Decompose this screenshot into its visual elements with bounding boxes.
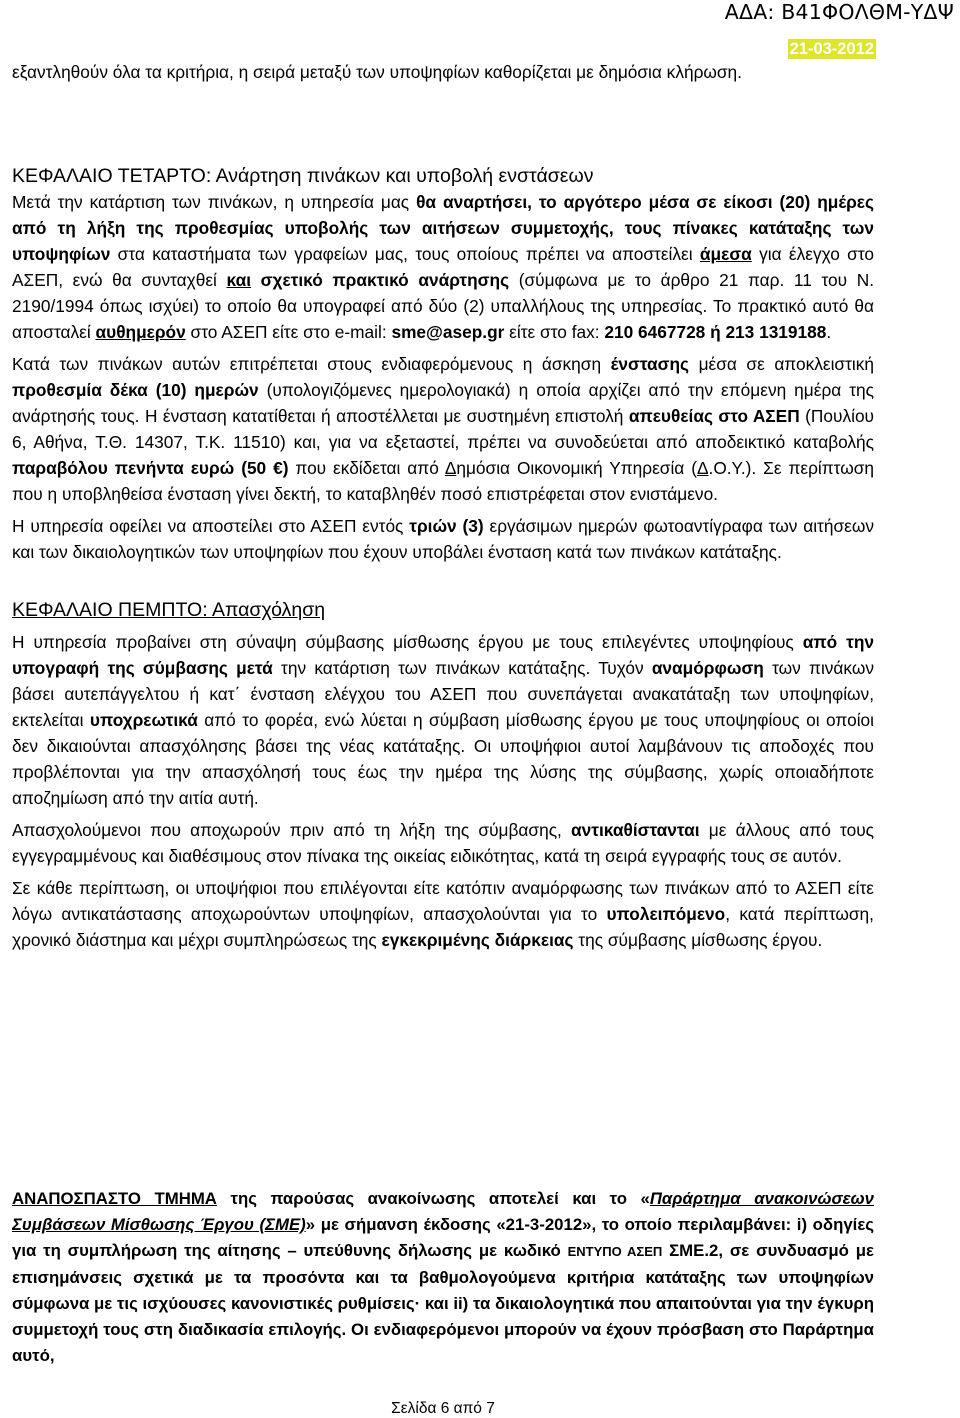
text-run: των πινάκων βάσει αυτεπάγγελτου ή κατ΄ ένσταση ελέγχου του ΑΣΕΠ που συνεπάγεται ανακατάταξη των υποψηφίων, εκτελείται [12, 658, 874, 730]
text-run-bold: από την υπογραφή της σύμβασης μετά [12, 632, 875, 678]
text-run-bold: απευθείας στο ΑΣΕΠ [628, 406, 800, 426]
text-run: Απασχολούμενοι που αποχωρούν πριν από τη λήξη της σύμβασης, [12, 820, 572, 840]
text-run: της παρούσας ανακοίνωσης αποτελεί και το « [216, 1189, 650, 1208]
text-run-bold: αναμόρφωση [651, 658, 764, 678]
text-run: ΣΜΕ.2, σε συνδυασμό με επισημάνσεις σχετικά με τα προσόντα και τα βαθμολογούμενα κριτήρια κατάταξης των υποψηφίων σύμφωνα με τις ισχύουσες κανονιστικές ρυθμίσεις· και ii) τα δικαιολογητικά που απαιτούνται για την έγκυρη συμμετοχή τους στη διαδικασία επιλογής. Οι ενδιαφερόμενοι μπορούν να έχουν πρόσβαση στο Παράρτημα αυτό, [12, 1241, 874, 1365]
text-run: .Ο.Υ.). Σε περίπτωση που η υποβληθείσα ένσταση γίνει δεκτή, το καταβληθέν ποσό επιστρέφεται στον ενιστάμενο. [12, 458, 875, 504]
text-run: με άλλους από τους εγγεγραμμένους και διαθέσιμους στον πίνακα της οικείας ειδικότητας, κατά τη σειρά εγγραφής τους σε αυτόν. [12, 820, 874, 866]
text-run-bold: σχετικό πρακτικό ανάρτησης [260, 270, 510, 290]
text-run-bold: ένστασης [610, 354, 690, 374]
text-run-bold: υπολειπόμενο [606, 904, 726, 924]
text-run-underline: Δ [696, 458, 709, 478]
chapter-four-heading: ΚΕΦΑΛΑΙΟ ΤΕΤΑΡΤΟ: Ανάρτηση πινάκων και υποβολή ενστάσεων [12, 165, 594, 187]
text-run: Σε κάθε περίπτωση, οι υποψήφιοι που επιλέγονται είτε κατόπιν αναμόρφωσης των πινάκων από το ΑΣΕΠ είτε λόγω αντικατάστασης αποχωρούντων υποψηφίων, απασχολούνται για το [12, 878, 874, 924]
text-run: εργάσιμων ημερών φωτοαντίγραφα των αιτήσεων και των δικαιολογητικών των υποψηφίων που έχουν υποβάλει ένσταση κατά των πινάκων κατάταξης. [12, 516, 874, 562]
annex-title: Παράρτημα ανακοινώσεων Συμβάσεων Μίσθωσης Έργου (ΣΜΕ) [12, 1189, 874, 1234]
text-run: Η υπηρεσία προβαίνει στη σύναψη σύμβασης μίσθωσης έργου με τους επιλεγέντες υποψηφίους [12, 632, 803, 652]
text-run-bold-underline: αυθημερόν [95, 322, 186, 342]
text-run: ημόσια Οικονομική Υπηρεσία ( [456, 458, 697, 478]
text-run: » με σήμανση έκδοσης «21-3-2012», το οποίο περιλαμβάνει: i) οδηγίες για τη συμπλήρωση της αίτησης – υπεύθυνης δήλωσης με κωδικό [12, 1215, 874, 1260]
text-run: Η υπηρεσία οφείλει να αποστείλει στο ΑΣΕΠ εντός [12, 516, 410, 536]
text-run-bold: εγκεκριμένης διάρκειας [381, 930, 574, 950]
paragraph-intro: εξαντληθούν όλα τα κριτήρια, η σειρά μεταξύ των υποψηφίων καθορίζεται με δημόσια κλήρωση. [12, 62, 742, 82]
text-run: μέσα σε αποκλειστική [689, 354, 875, 374]
text-run: , κατά περίπτωση, χρονικό διάστημα και μέχρι συμπληρώσεως της [12, 904, 874, 950]
text-run-bold: τριών (3) [409, 516, 484, 536]
text-run-underline: Δ [444, 458, 457, 478]
text-run [251, 270, 261, 290]
paragraph-replacement [12, 817, 874, 869]
ada-code: ΑΔΑ: Β41ΦΟΛΘΜ-ΥΔΨ [724, 0, 954, 24]
email-address[interactable]: sme@asep.gr [391, 322, 505, 342]
text-run: στο ΑΣΕΠ είτε στο e-mail: [185, 322, 392, 342]
text-run: (υπολογιζόμενες ημερολογιακά) η οποία αρχίζει από την επόμενη ημέρα της ανάρτησής τους. Η ένσταση κατατίθεται ή αποστέλλεται με συστημένη επιστολή [12, 380, 874, 426]
text-run-bold: αντικαθίστανται [571, 820, 700, 840]
text-run-bold: θα αναρτήσει, το αργότερο μέσα σε είκοσι (20) ημέρες από τη λήξη της προθεσμίας υποβολής των αιτήσεων συμμετοχής, τους πίνακες κατάταξης των υποψηφίων [12, 192, 874, 264]
text-run-bold-underline: άμεσα [699, 244, 752, 264]
text-run: (Πουλίου 6, Αθήνα, Τ.Θ. 14307, Τ.Κ. 11510) και, για να εξεταστεί, πρέπει να συνοδεύεται από αποδεικτικό καταβολής [12, 406, 875, 452]
text-run: είτε στο fax: [504, 322, 605, 342]
paragraph-employment [12, 629, 874, 811]
text-run: (σύμφωνα με το άρθρο 21 παρ. 11 του Ν. 2190/1994 όπως ισχύει) το οποίο θα υπογραφεί από δύο (2) υπαλλήλους της υπηρεσίας. Το πρακτικό αυτό θα αποσταλεί [12, 270, 874, 342]
text-run: Κατά των πινάκων αυτών επιτρέπεται στους ενδιαφερόμενους η άσκηση [12, 354, 611, 374]
fax-numbers: 210 6467728 ή 213 1319188 [604, 322, 827, 342]
annex-paragraph [12, 1186, 874, 1418]
form-code: ΕΝΤΥΠΟ ΑΣΕΠ [567, 1244, 663, 1259]
paragraph-service-obligation [12, 513, 874, 565]
text-run: στα καταστήματα των γραφείων μας, τους οποίους πρέπει να αποστείλει [110, 244, 700, 264]
text-run: της σύμβασης μίσθωσης έργου. [573, 930, 823, 950]
chapter-five-heading: ΚΕΦΑΛΑΙΟ ΠΕΜΠΤΟ: Απασχόληση [12, 599, 326, 621]
text-run-bold: παραβόλου πενήντα ευρώ (50 €) [12, 458, 289, 478]
text-run: από το φορέα, ενώ λύεται η σύμβαση μίσθωσης έργου με τους υποψηφίους οι οποίοι δεν δικαιούνται απασχόλησης βάσει της νέας κατάταξης. Οι υποψήφιοι αυτοί λαμβάνουν τις αποδοχές που προβλέπονται για την απασχόλησή τους έως την ημέρα της λύσης της σύμβασης, χωρίς οποιαδήποτε αποζημίωση από την αιτία αυτή. [12, 710, 874, 808]
paragraph-objection [12, 351, 874, 507]
text-run: την κατάρτιση των πινάκων κατάταξης. Τυχόν [272, 658, 652, 678]
text-run: . [826, 322, 832, 342]
page-number: Σελίδα 6 από 7 [391, 1400, 495, 1417]
annex-label: ΑΝΑΠΟΣΠΑΣΤΟ ΤΜΗΜΑ [12, 1189, 217, 1208]
paragraph-tables-posting [12, 189, 874, 345]
paragraph-remaining-duration [12, 875, 874, 953]
text-run: που εκδίδεται από [288, 458, 445, 478]
text-run-bold-underline: και [226, 270, 252, 290]
date-badge: 21-03-2012 [789, 40, 874, 58]
document-body [12, 59, 874, 953]
text-run: Μετά την κατάρτιση των πινάκων, η υπηρεσία μας [12, 192, 417, 212]
text-run: για έλεγχο στο ΑΣΕΠ, ενώ θα συνταχθεί [12, 244, 875, 290]
text-run-bold: προθεσμία δέκα (10) ημερών [12, 380, 259, 400]
text-run-bold: υποχρεωτικά [89, 710, 198, 730]
